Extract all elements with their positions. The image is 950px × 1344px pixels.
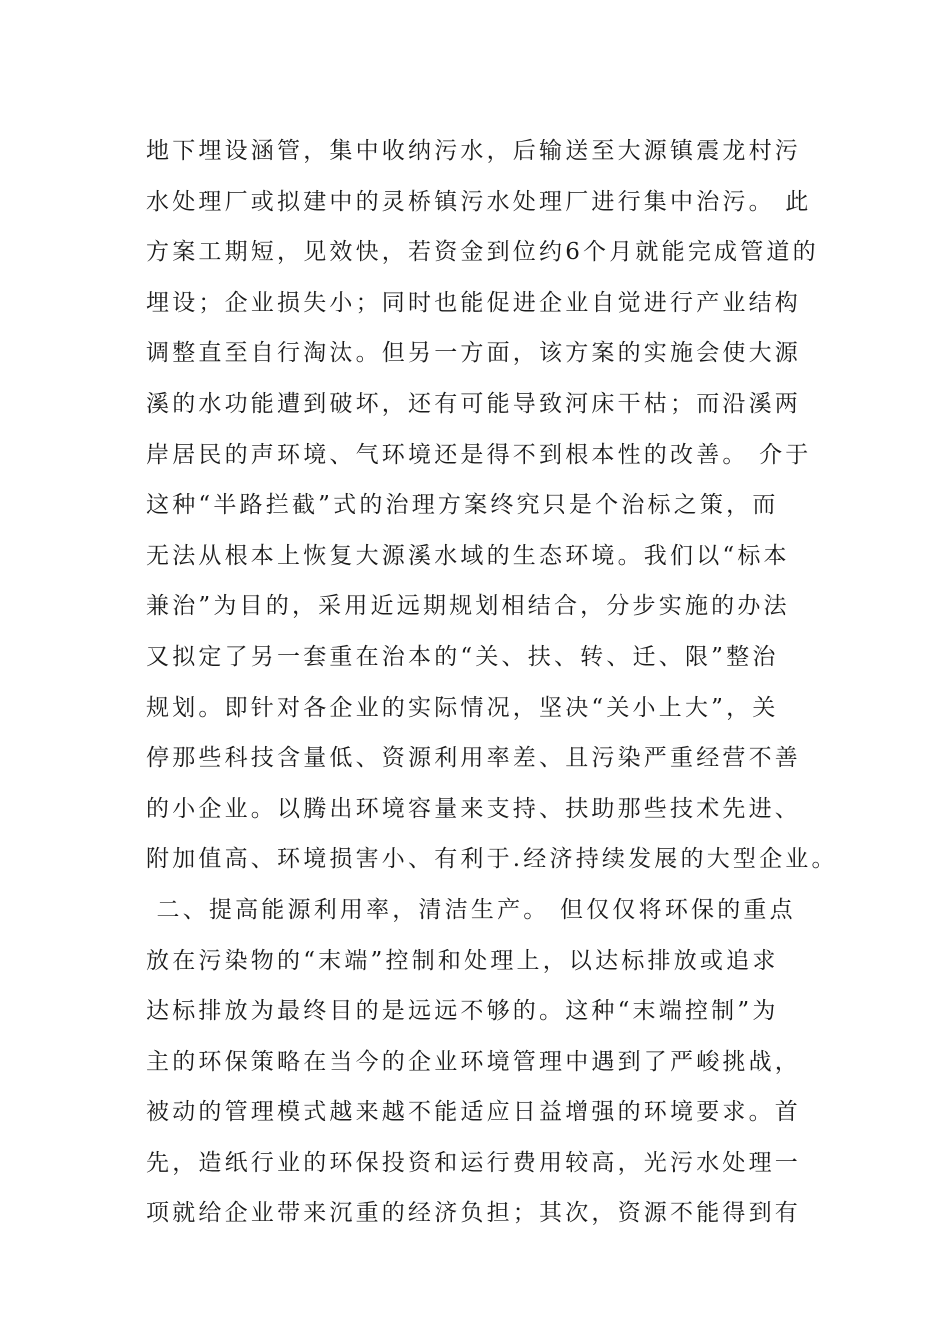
text-line: 又拟定了另一套重在治本的“关、扶、转、迁、限”整治 (146, 643, 779, 670)
text-line: 项就给企业带来沉重的经济负担；其次，资源不能得到有 (146, 1200, 801, 1227)
text-line: 停那些科技含量低、资源利用率差、且污染严重经营不善 (146, 745, 801, 772)
text-line: 这种“半路拦截”式的治理方案终究只是个治标之策，而 (146, 492, 779, 519)
text-line: 的小企业。以腾出环境容量来支持、扶助那些技术先进、 (146, 795, 801, 822)
text-line: 无法从根本上恢复大源溪水域的生态环境。我们以“标本 (146, 542, 790, 569)
text-line: 附加值高、环境损害小、有利于.经济持续发展的大型企业。 (146, 846, 838, 873)
text-line: 主的环保策略在当今的企业环境管理中遇到了严峻挑战， (146, 1048, 801, 1075)
text-line: 达标排放为最终目的是远远不够的。这种“末端控制”为 (146, 998, 779, 1025)
section-heading-line: 二、提高能源利用率，清洁生产。 但仅仅将环保的重点 (146, 896, 796, 923)
text-line: 规划。即针对各企业的实际情况，坚决“关小上大”，关 (146, 694, 779, 721)
text-line: 地下埋设涵管，集中收纳污水，后输送至大源镇震龙村污 (146, 138, 801, 164)
text-line: 溪的水功能遭到破坏，还有可能导致河床干枯；而沿溪两 (146, 390, 801, 417)
text-line: 放在污染物的“末端”控制和处理上，以达标排放或追求 (146, 947, 779, 974)
text-line: 被动的管理模式越来越不能适应日益增强的环境要求。首 (146, 1099, 801, 1126)
text-line: 方案工期短，见效快，若资金到位约6个月就能完成管道的 (146, 239, 819, 266)
text-line: 兼治”为目的，采用近远期规划相结合，分步实施的办法 (146, 593, 790, 620)
text-line: 岸居民的声环境、气环境还是得不到根本性的改善。 介于 (146, 441, 812, 468)
text-line: 埋设；企业损失小；同时也能促进企业自觉进行产业结构 (146, 289, 801, 316)
text-line: 调整直至自行淘汰。但另一方面，该方案的实施会使大源 (146, 340, 801, 367)
body-text (146, 126, 846, 1239)
text-line: 先，造纸行业的环保投资和运行费用较高，光污水处理一 (146, 1149, 801, 1176)
text-line: 水处理厂或拟建中的灵桥镇污水处理厂进行集中治污。 此 (146, 188, 812, 215)
